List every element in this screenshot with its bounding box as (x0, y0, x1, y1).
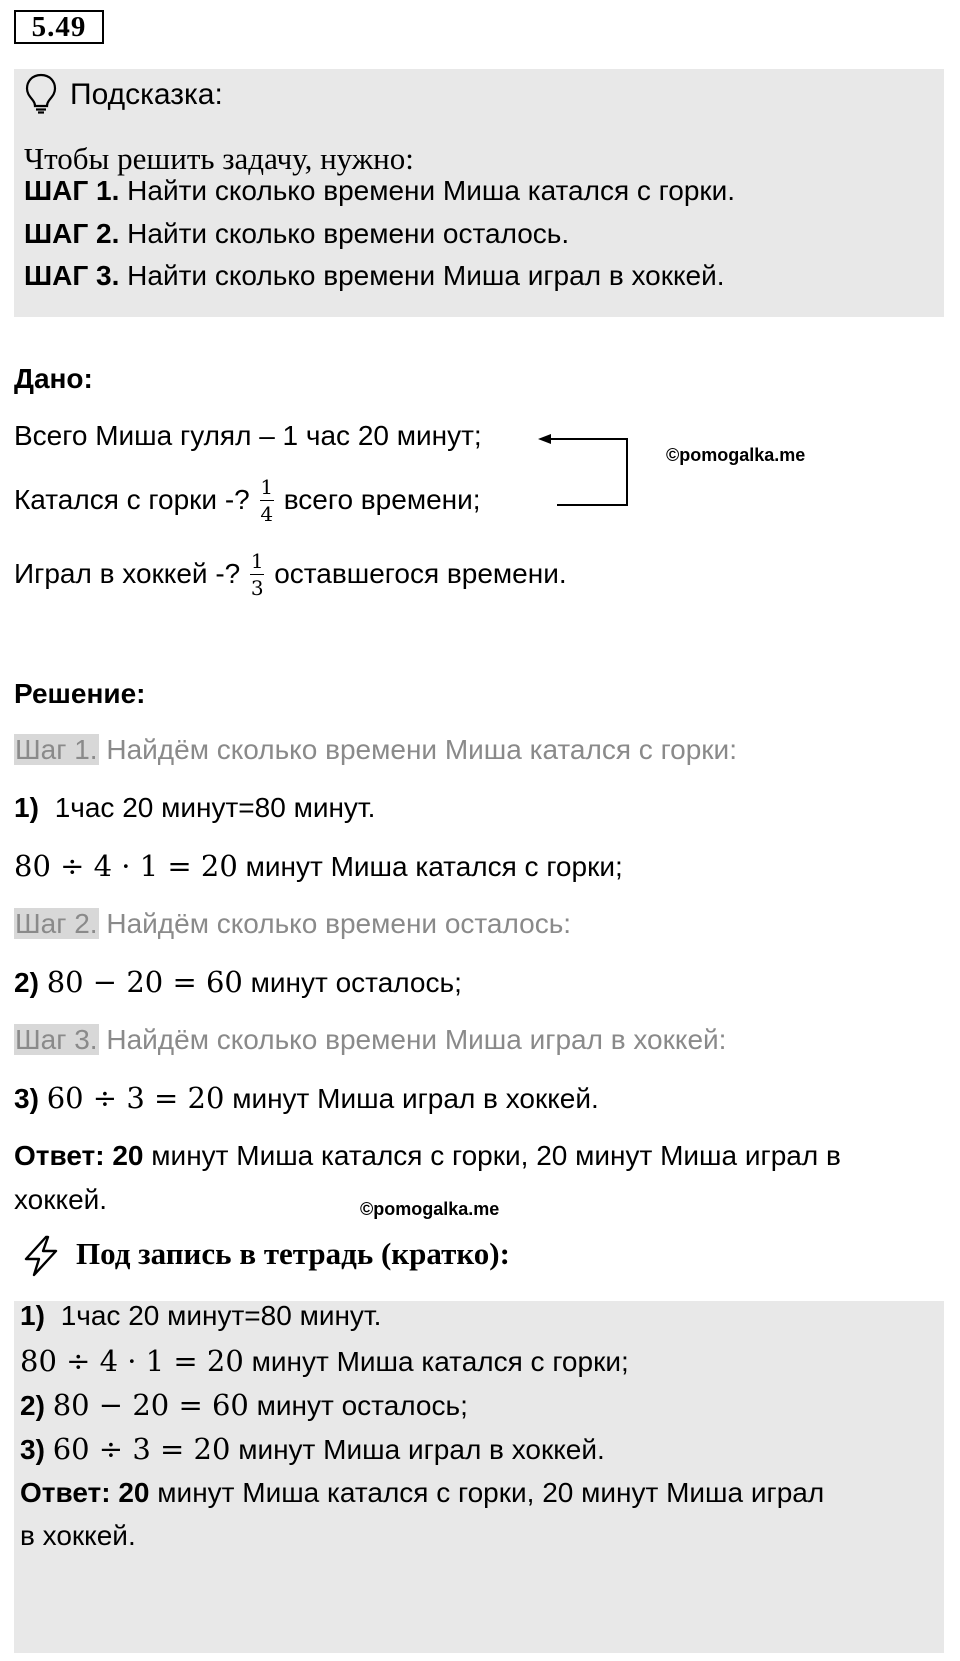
solution-answer (14, 1140, 841, 1172)
given-line-3 (14, 544, 567, 604)
formula-text: минут осталось; (250, 967, 462, 998)
notebook-item-2 (20, 1388, 468, 1422)
given-line-1: Всего Миша гулял – 1 час 20 минут; (14, 420, 482, 451)
formula-text: минут Миша катался с горки; (251, 1346, 629, 1377)
fraction-numerator: 1 (260, 474, 274, 499)
formula: 80 − 20 = 60 (52, 1388, 249, 1422)
step-text: Найдём сколько времени осталось: (106, 908, 572, 939)
hint-step-text: Найти сколько времени осталось. (127, 218, 570, 249)
notebook-item-3 (20, 1432, 605, 1466)
hint-title: Подсказка: (70, 78, 223, 111)
given-line-2-prefix: Катался с горки -? (14, 484, 250, 515)
item-number: 2) (14, 967, 39, 998)
item-number: 3) (20, 1434, 45, 1465)
notebook-title: Под запись в тетрадь (кратко): (76, 1236, 510, 1271)
given-line-2 (14, 470, 481, 530)
solution-step-3 (14, 1024, 726, 1056)
notebook-answer (20, 1477, 824, 1509)
solution-title: Решение: (14, 678, 146, 709)
hint-step-2 (24, 218, 569, 250)
answer-text: минут Миша катался с горки, 20 минут Миша играл в (151, 1140, 841, 1171)
fraction-bar (250, 574, 264, 575)
answer-label: Ответ: (14, 1140, 105, 1171)
bracket-arrow (535, 425, 635, 510)
formula: 80 ÷ 4 · 1 = 20 (20, 1344, 244, 1378)
lightbulb-icon (24, 72, 58, 114)
given-line-3-suffix: оставшегося времени. (274, 558, 567, 589)
answer-value: 20 (112, 1140, 144, 1171)
hint-step-label: ШАГ 2. (24, 218, 120, 249)
notebook-answer-cont: в хоккей. (20, 1520, 136, 1551)
fraction-one-quarter (260, 476, 274, 525)
solution-answer-cont: хоккей. (14, 1184, 108, 1215)
fraction-denominator: 3 (250, 575, 264, 600)
answer-label: Ответ: (20, 1477, 111, 1508)
given-line-2-suffix: всего времени; (283, 484, 481, 515)
lightning-icon (20, 1235, 62, 1277)
item-text: 1час 20 минут=80 минут. (60, 1300, 382, 1331)
step-label: Шаг 2. (15, 908, 98, 939)
task-number: 5.49 (14, 10, 104, 44)
formula: 80 − 20 = 60 (46, 965, 243, 999)
step-text: Найдём сколько времени Миша катался с горки: (106, 734, 737, 765)
step-label: Шаг 3. (15, 1024, 98, 1055)
fraction-denominator: 4 (260, 501, 274, 526)
formula-text: минут осталось; (256, 1390, 468, 1421)
notebook-calc-1 (20, 1344, 629, 1378)
solution-item-2 (14, 965, 462, 999)
notebook-item-1 (20, 1300, 381, 1332)
item-number: 2) (20, 1390, 45, 1421)
item-number: 3) (14, 1083, 39, 1114)
fraction-numerator: 1 (250, 548, 264, 573)
step-text: Найдём сколько времени Миша играл в хоккей: (106, 1024, 727, 1055)
answer-value: 20 (118, 1477, 150, 1508)
formula-text: минут Миша играл в хоккей. (238, 1434, 605, 1465)
solution-step-2 (14, 908, 571, 940)
solution-item-3 (14, 1081, 599, 1115)
watermark: ©pomogalka.me (360, 1199, 500, 1219)
fraction-one-third (250, 550, 264, 599)
solution-calc-1 (14, 849, 623, 883)
answer-text: минут Миша катался с горки, 20 минут Миша играл (157, 1477, 825, 1508)
formula-text: минут Миша играл в хоккей. (232, 1083, 599, 1114)
given-line-3-prefix: Играл в хоккей -? (14, 558, 241, 589)
given-title: Дано: (14, 363, 93, 394)
item-text: 1час 20 минут=80 минут. (54, 792, 376, 823)
hint-step-text: Найти сколько времени Миша играл в хоккей. (127, 260, 725, 291)
hint-step-3 (24, 260, 725, 292)
formula: 60 ÷ 3 = 20 (46, 1081, 225, 1115)
watermark: ©pomogalka.me (666, 445, 806, 465)
hint-step-label: ШАГ 1. (24, 175, 120, 206)
solution-item-1 (14, 792, 375, 824)
hint-intro: Чтобы решить задачу, нужно: (24, 141, 414, 176)
hint-step-text: Найти сколько времени Миша катался с горки. (127, 175, 736, 206)
solution-step-1 (14, 734, 737, 766)
fraction-bar (260, 500, 274, 501)
formula-text: минут Миша катался с горки; (245, 851, 623, 882)
hint-step-1 (24, 175, 735, 207)
item-number: 1) (20, 1300, 45, 1331)
step-label: Шаг 1. (15, 734, 98, 765)
item-number: 1) (14, 792, 39, 823)
hint-step-label: ШАГ 3. (24, 260, 120, 291)
formula: 80 ÷ 4 · 1 = 20 (14, 849, 238, 883)
formula: 60 ÷ 3 = 20 (52, 1432, 231, 1466)
